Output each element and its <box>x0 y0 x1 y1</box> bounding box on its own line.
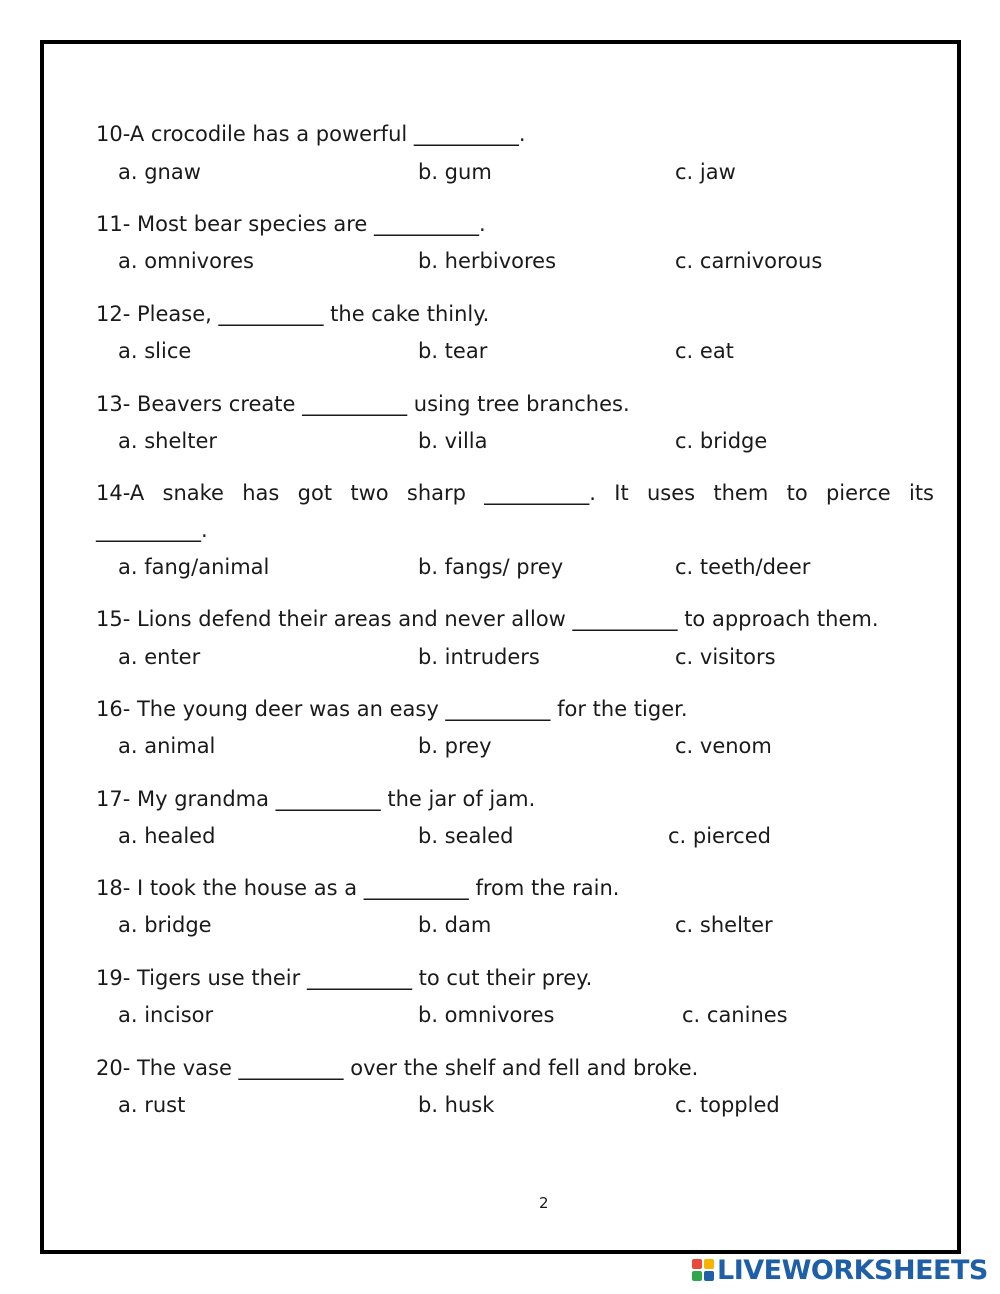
option-c[interactable]: c. bridge <box>675 429 768 453</box>
question-12: 12- Please, __________ the cake thinly. <box>96 302 490 326</box>
option-c[interactable]: c. venom <box>675 734 772 758</box>
option-b[interactable]: b. dam <box>418 913 492 937</box>
option-c[interactable]: c. teeth/deer <box>675 555 811 579</box>
option-b[interactable]: b. intruders <box>418 645 540 669</box>
question-16: 16- The young deer was an easy __________ for the tiger. <box>96 697 688 721</box>
option-a[interactable]: a. rust <box>118 1093 186 1117</box>
question-20: 20- The vase __________ over the shelf and fell and broke. <box>96 1056 699 1080</box>
question-15: 15- Lions defend their areas and never allow __________ to approach them. <box>96 607 879 631</box>
question-18: 18- I took the house as a __________ from the rain. <box>96 876 620 900</box>
question-14: 14-A snake has got two sharp __________. It uses them to pierce its <box>96 481 934 505</box>
option-a[interactable]: a. enter <box>118 645 201 669</box>
option-c[interactable]: c. shelter <box>675 913 773 937</box>
question-17: 17- My grandma __________ the jar of jam. <box>96 787 536 811</box>
option-a[interactable]: a. slice <box>118 339 192 363</box>
question-19: 19- Tigers use their __________ to cut their prey. <box>96 966 593 990</box>
option-c[interactable]: c. carnivorous <box>675 249 823 273</box>
question-11: 11- Most bear species are __________. <box>96 212 486 236</box>
option-c[interactable]: c. canines <box>682 1003 788 1027</box>
question-14-continued: __________. <box>96 518 208 542</box>
option-a[interactable]: a. gnaw <box>118 160 201 184</box>
logo-icon <box>692 1259 714 1281</box>
option-b[interactable]: b. villa <box>418 429 488 453</box>
option-b[interactable]: b. omnivores <box>418 1003 555 1027</box>
liveworksheets-logo <box>692 1255 988 1285</box>
option-a[interactable]: a. incisor <box>118 1003 214 1027</box>
option-b[interactable]: b. prey <box>418 734 492 758</box>
option-b[interactable]: b. herbivores <box>418 249 557 273</box>
option-b[interactable]: b. tear <box>418 339 488 363</box>
logo-text: LIVEWORKSHEETS <box>717 1254 988 1286</box>
option-b[interactable]: b. gum <box>418 160 492 184</box>
option-b[interactable]: b. fangs/ prey <box>418 555 564 579</box>
option-a[interactable]: a. healed <box>118 824 216 848</box>
option-a[interactable]: a. omnivores <box>118 249 254 273</box>
question-10: 10-A crocodile has a powerful __________. <box>96 122 526 146</box>
option-a[interactable]: a. animal <box>118 734 216 758</box>
option-b[interactable]: b. husk <box>418 1093 495 1117</box>
option-a[interactable]: a. shelter <box>118 429 218 453</box>
option-b[interactable]: b. sealed <box>418 824 514 848</box>
option-a[interactable]: a. bridge <box>118 913 212 937</box>
page-number: 2 <box>539 1194 549 1212</box>
option-c[interactable]: c. jaw <box>675 160 736 184</box>
question-13: 13- Beavers create __________ using tree branches. <box>96 392 630 416</box>
option-a[interactable]: a. fang/animal <box>118 555 270 579</box>
option-c[interactable]: c. eat <box>675 339 734 363</box>
option-c[interactable]: c. pierced <box>668 824 771 848</box>
option-c[interactable]: c. toppled <box>675 1093 780 1117</box>
option-c[interactable]: c. visitors <box>675 645 776 669</box>
